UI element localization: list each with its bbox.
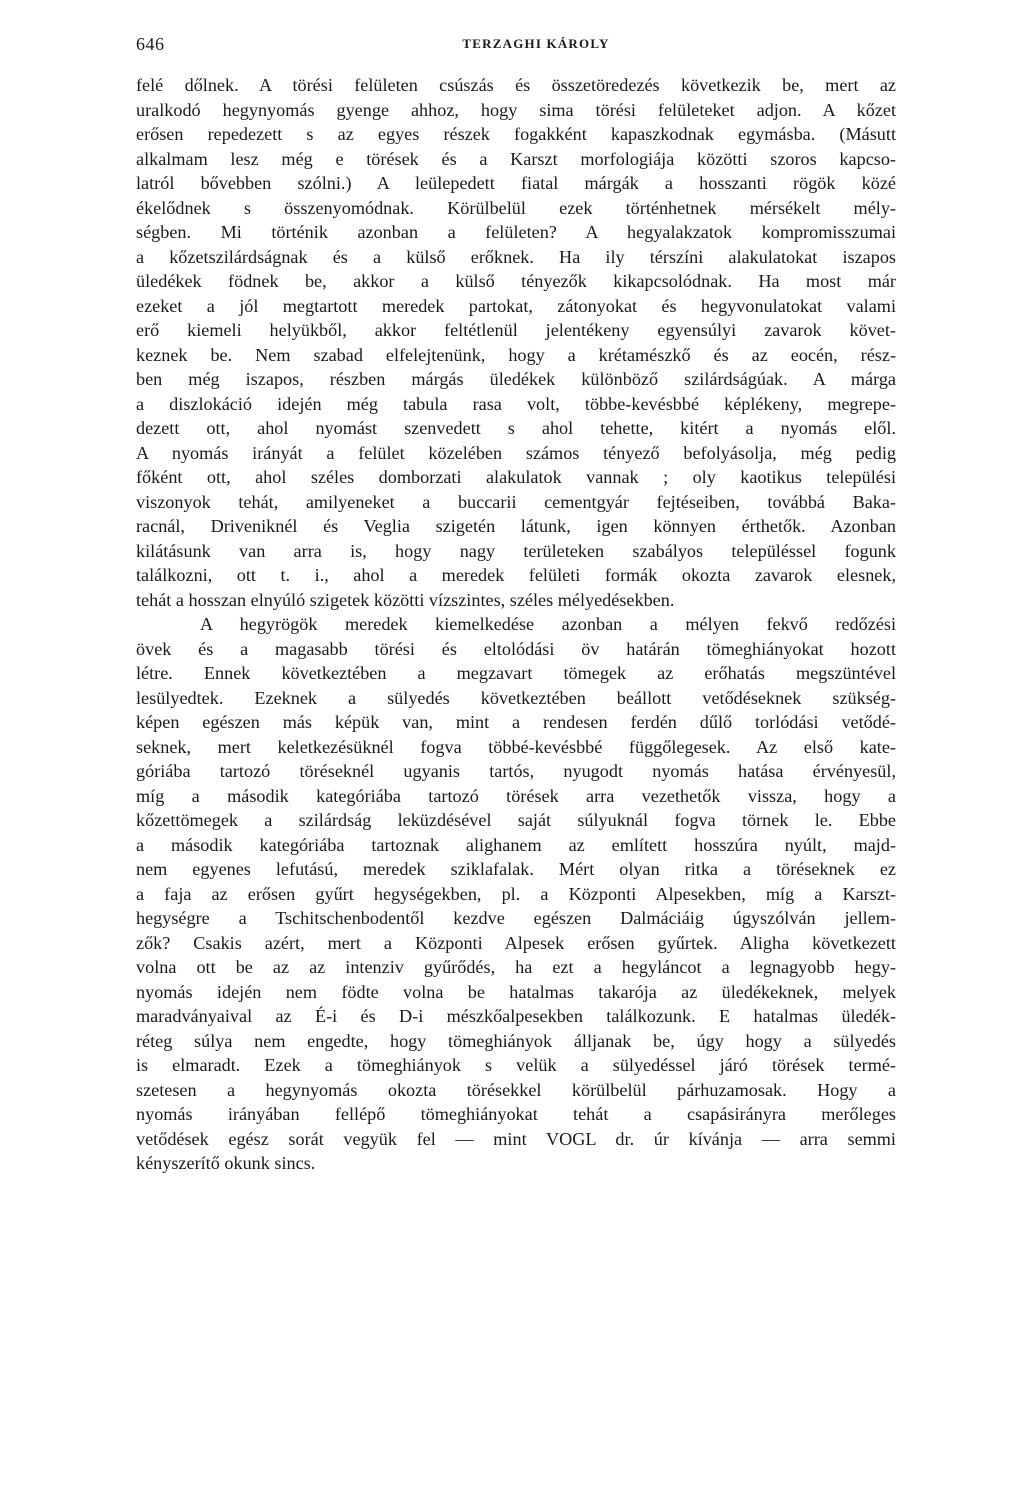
text-line: réteg súlya nem engedte, hogy tömeghiányok álljanak be, úgy hogy a sülyedés — [136, 1030, 896, 1051]
text-line: tehát a hosszan elnyúló szigetek közötti vízszintes, széles mélyedésekben. — [136, 589, 675, 610]
text-line: zők? Csakis azért, mert a Központi Alpesek erősen gyűrtek. Aligha következett — [136, 932, 896, 953]
text-line: dezett ott, ahol nyomást szenvedett s ahol tehette, kitért a nyomás elől. — [136, 418, 896, 438]
text-line: hegységre a Tschitschenbodentől kezdve egészen Dalmáciáig úgyszólván jellem- — [136, 908, 896, 928]
text-line: keznek be. Nem szabad elfelejtenünk, hogy a krétamészkő és az eocén, rész- — [136, 344, 896, 365]
text-line: viszonyok tehát, amilyeneket a buccarii cementgyár fejtéseiben, továbbá Baka- — [136, 491, 896, 512]
text-line: üledékek födnek be, akkor a külső tényezők kikapcsolódnak. Ha most már — [136, 271, 896, 291]
running-head: TERZAGHI KÁROLY — [462, 36, 610, 51]
text-line: lesülyedtek. Ezeknek a sülyedés következtében beállott vetődéseknek szükség- — [136, 687, 896, 708]
text-line: létre. Ennek következtében a megzavart tömegek az erőhatás megszüntével — [136, 663, 896, 683]
page-header — [136, 34, 896, 60]
text-line: a kőzetszilárdságnak és a külső erőknek. Ha ily térszíni alakulatokat iszapos — [136, 246, 896, 267]
text-line: míg a második kategóriába tartozó törések arra vezethetők vissza, hogy a — [136, 785, 896, 806]
text-line: ékelődnek s összenyomódnak. Körülbelül ezek történhetnek mérsékelt mély- — [136, 197, 896, 218]
text-line: szetesen a hegynyomás okozta törésekkel körülbelül párhuzamosak. Hogy a — [136, 1079, 896, 1100]
text-line: ben még iszapos, részben márgás üledékek különböző szilárdságúak. A márga — [136, 369, 896, 389]
text-line: nyomás irányában fellépő tömeghiányokat tehát a csapásirányra merőleges — [136, 1104, 896, 1124]
text-line: nem egyenes lefutású, meredek sziklafalak. Mért olyan ritka a töréseknek ez — [136, 859, 896, 879]
text-line: kilátásunk van arra is, hogy nagy területeken szabályos településsel fogunk — [136, 540, 896, 561]
text-line: nyomás idején nem födte volna be hatalmas takarója az üledékeknek, melyek — [136, 981, 896, 1002]
text-line: maradványaival az É-i és D-i mészkőalpesekben találkozunk. E hatalmas üledék- — [136, 1006, 896, 1026]
text-line: kényszerítő okunk sincs. — [136, 1153, 316, 1173]
text-line: a faja az erősen gyűrt hegységekben, pl. a Központi Alpesekben, míg a Karszt- — [136, 883, 896, 904]
text-line: a második kategóriába tartoznak alighanem az említett hosszúra nyúlt, majd- — [136, 834, 896, 855]
text-line: uralkodó hegynyomás gyenge ahhoz, hogy sima törési felületeket adjon. A kőzet — [136, 99, 896, 120]
text-line: latról bővebben szólni.) A leülepedett fiatal márgák a hosszanti rögök közé — [136, 173, 896, 193]
text-line: is elmaradt. Ezek a tömeghiányok s velük a sülyedéssel járó törések termé- — [136, 1055, 896, 1075]
text-line: ezeket a jól megtartott meredek partokat, zátonyokat és hegyvonulatokat valami — [136, 295, 896, 316]
text-line: főként ott, ahol széles domborzati alakulatok vannak ; oly kaotikus települési — [136, 467, 896, 487]
text-line: övek és a magasabb törési és eltolódási öv határán tömeghiányokat hozott — [136, 638, 896, 659]
text-line: vetődések egész sorát vegyük fel — mint VOGL dr. úr kívánja — arra semmi — [136, 1128, 896, 1149]
text-line: a diszlokáció idején még tabula rasa volt, többe-kevésbbé képlékeny, megrepe- — [136, 393, 896, 414]
body-text — [136, 73, 896, 1176]
text-line: felé dőlnek. A törési felületen csúszás és összetöredezés következik be, mert az — [136, 75, 896, 95]
text-line: seknek, mert keletkezésüknél fogva többé-kevésbbé függőlegesek. Az első kate- — [136, 736, 896, 757]
text-line: A nyomás irányát a felület közelében számos tényező befolyásolja, még pedig — [136, 442, 896, 463]
paragraph — [136, 612, 896, 1176]
text-line: találkozni, ott t. i., ahol a meredek felületi formák okozta zavarok elesnek, — [136, 565, 896, 585]
text-line: ségben. Mi történik azonban a felületen? A hegyalakzatok kompromisszumai — [136, 222, 896, 242]
text-line: racnál, Driveniknél és Veglia szigetén látunk, igen könnyen érthetők. Azonban — [136, 516, 896, 536]
text-line: erősen repedezett s az egyes részek fogakként kapaszkodnak egymásba. (Másutt — [136, 124, 896, 144]
text-line: góriába tartozó töréseknél ugyanis tartós, nyugodt nyomás hatása érvényesül, — [136, 761, 896, 781]
text-line: volna ott be az az intenziv gyűrődés, ha ezt a hegyláncot a legnagyobb hegy- — [136, 957, 896, 977]
text-line: alkalmam lesz még e törések és a Karszt morfologiája közötti szoros kapcso- — [136, 148, 896, 169]
text-line: erő kiemeli helyükből, akkor feltétlenül jelentékeny egyensúlyi zavarok követ- — [136, 320, 896, 340]
text-line: képen egészen más képük van, mint a rendesen ferdén dűlő torlódási vetődé- — [136, 712, 896, 732]
page-number: 646 — [136, 34, 165, 54]
text-line: kőzettömegek a szilárdság leküzdésével saját súlyuknál fogva törnek le. Ebbe — [136, 810, 896, 830]
paragraph — [136, 73, 896, 612]
text-line: A hegyrögök meredek kiemelkedése azonban a mélyen fekvő redőzési — [200, 614, 896, 634]
